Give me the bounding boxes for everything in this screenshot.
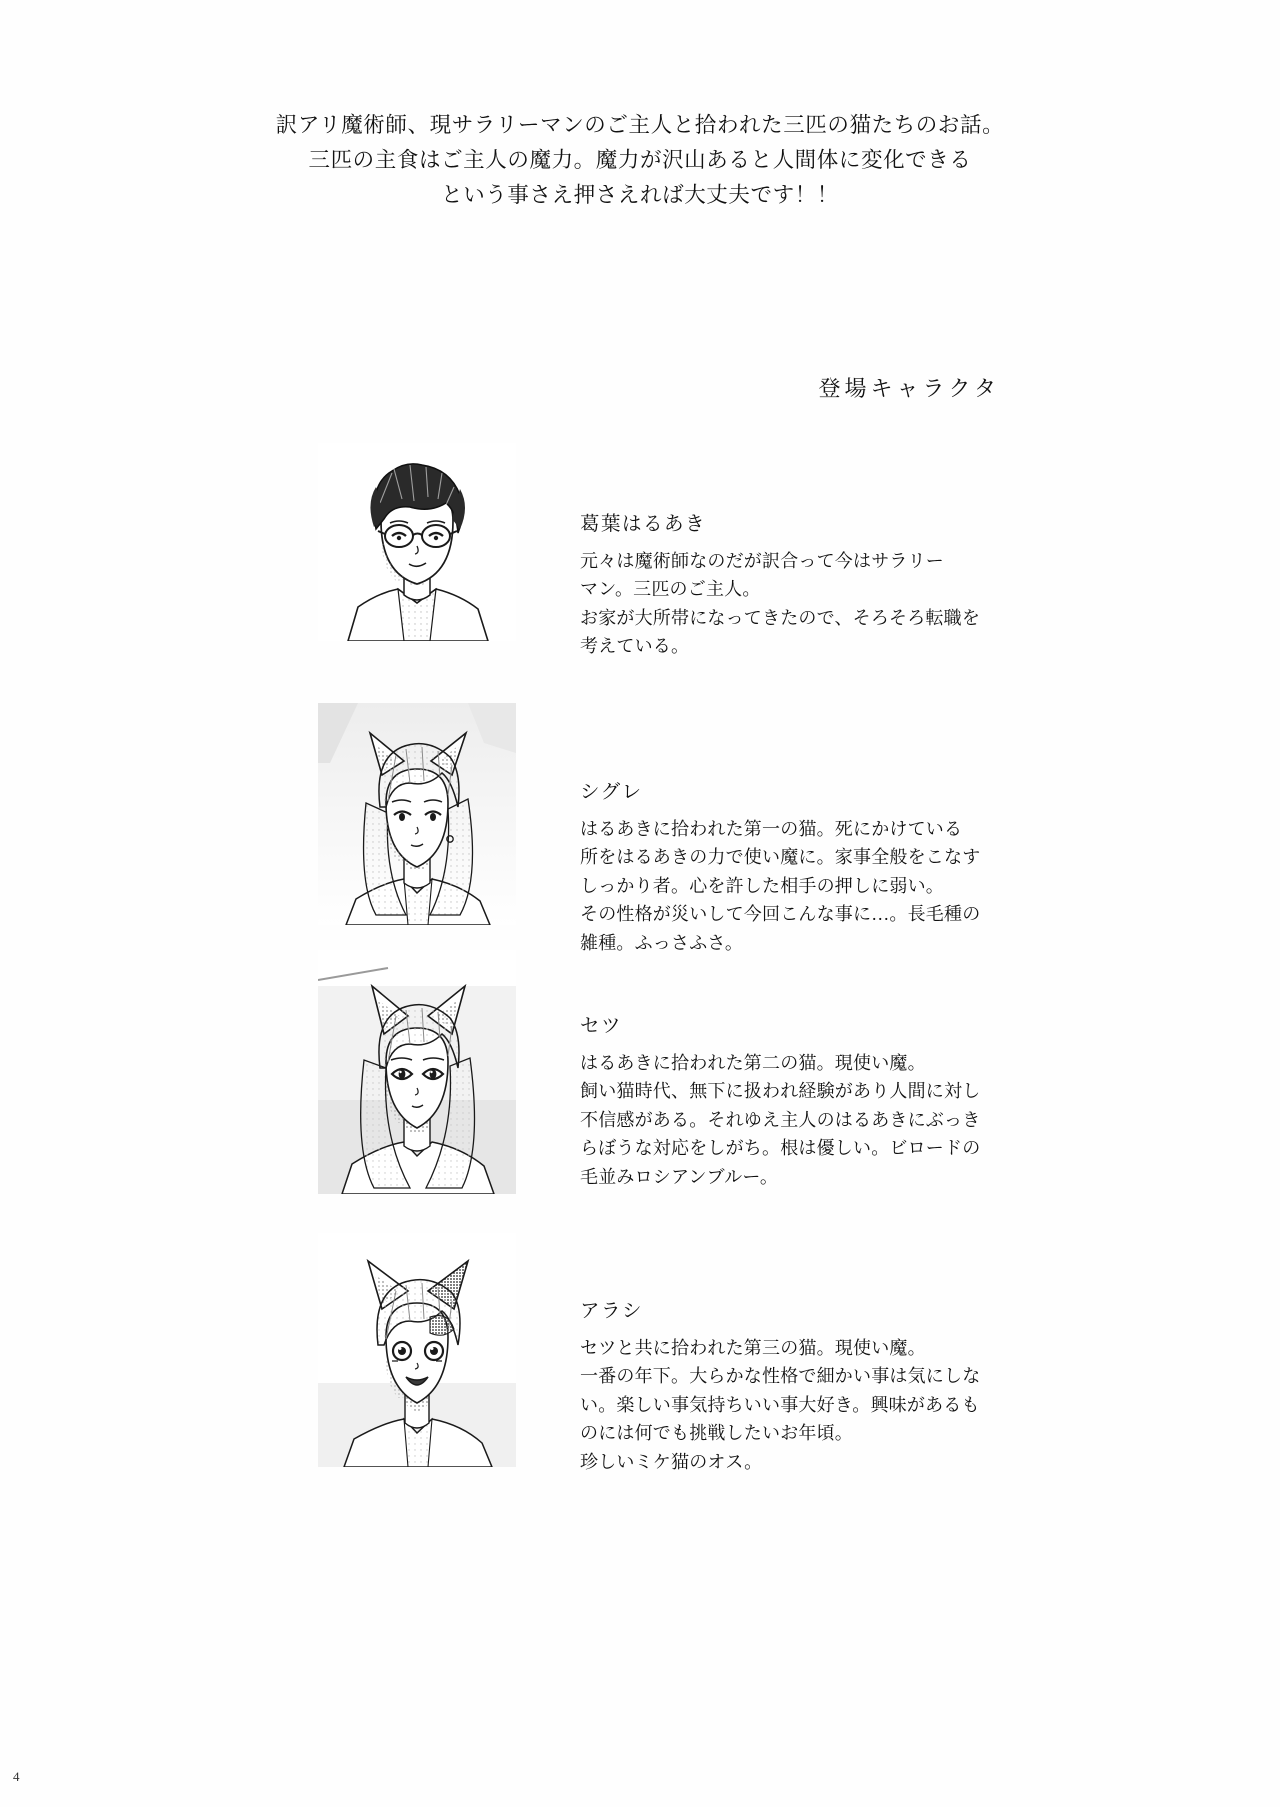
character-description — [580, 1049, 1020, 1191]
page-number: 4 — [13, 1769, 20, 1784]
intro-line-3: という事さえ押さえれば大丈夫です！！ — [441, 182, 839, 207]
character-name: 葛葉はるあき — [580, 514, 707, 535]
portrait-shigure-cat-ears — [318, 703, 516, 925]
desc-line: 一番の年下。大らかな性格で細かい事は気にしな — [580, 1366, 981, 1387]
desc-line: 飼い猫時代、無下に扱われ経験があり人間に対し — [580, 1081, 981, 1102]
portrait-setsu-cat-ears — [318, 950, 516, 1194]
desc-line: い。楽しい事気持ちいい事大好き。興味があるも — [580, 1394, 980, 1415]
desc-line: お家が大所帯になってきたので、そろそろ転職を — [580, 607, 981, 628]
desc-line: マン。三匹のご主人。 — [580, 579, 761, 600]
portrait-haruaki-glasses-man — [318, 443, 516, 641]
character-description — [580, 547, 1020, 661]
section-heading: 登場キャラクタ — [818, 376, 1000, 401]
desc-line: はるあきに拾われた第一の猫。死にかけている — [580, 819, 963, 839]
character-info — [580, 1295, 1020, 1476]
desc-line: その性格が災いして今回こんな事に…。長毛種の — [580, 904, 981, 925]
character-name: アラシ — [580, 1301, 644, 1322]
intro-paragraph — [0, 108, 1280, 212]
character-info — [580, 776, 1020, 957]
character-description — [580, 1334, 1020, 1476]
character-description — [580, 815, 1020, 957]
desc-line: 毛並みロシアンブルー。 — [580, 1166, 779, 1187]
desc-line: 元々は魔術師なのだが訳合って今はサラリー — [580, 551, 944, 571]
portrait-arashi-cat-ears — [318, 1233, 516, 1467]
intro-line-2: 三匹の主食はご主人の魔力。魔力が沢山あると人間体に変化できる — [308, 147, 972, 172]
desc-line: はるあきに拾われた第二の猫。現使い魔。 — [580, 1053, 926, 1073]
desc-line: のには何でも挑戦したいお年頃。 — [580, 1423, 853, 1444]
desc-line: セツと共に拾われた第三の猫。現使い魔。 — [580, 1338, 926, 1358]
character-name: シグレ — [580, 782, 643, 803]
desc-line: しっかり者。心を許した相手の押しに弱い。 — [580, 875, 944, 896]
character-info — [580, 1010, 1020, 1191]
desc-line: 雑種。ふっさふさ。 — [580, 932, 744, 953]
desc-line: 考えている。 — [580, 636, 690, 657]
intro-line-1: 訳アリ魔術師、現サラリーマンのご主人と拾われた三匹の猫たちのお話。 — [275, 113, 1005, 137]
desc-line: 不信感がある。それゆえ主人のはるあきにぶっき — [580, 1109, 981, 1130]
desc-line: 所をはるあきの力で使い魔に。家事全般をこなす — [580, 847, 981, 868]
character-name: セツ — [580, 1016, 623, 1037]
desc-line: 珍しいミケ猫のオス。 — [580, 1451, 763, 1472]
desc-line: らぼうな対応をしがち。根は優しい。ビロードの — [580, 1138, 981, 1159]
character-info — [580, 508, 1020, 661]
